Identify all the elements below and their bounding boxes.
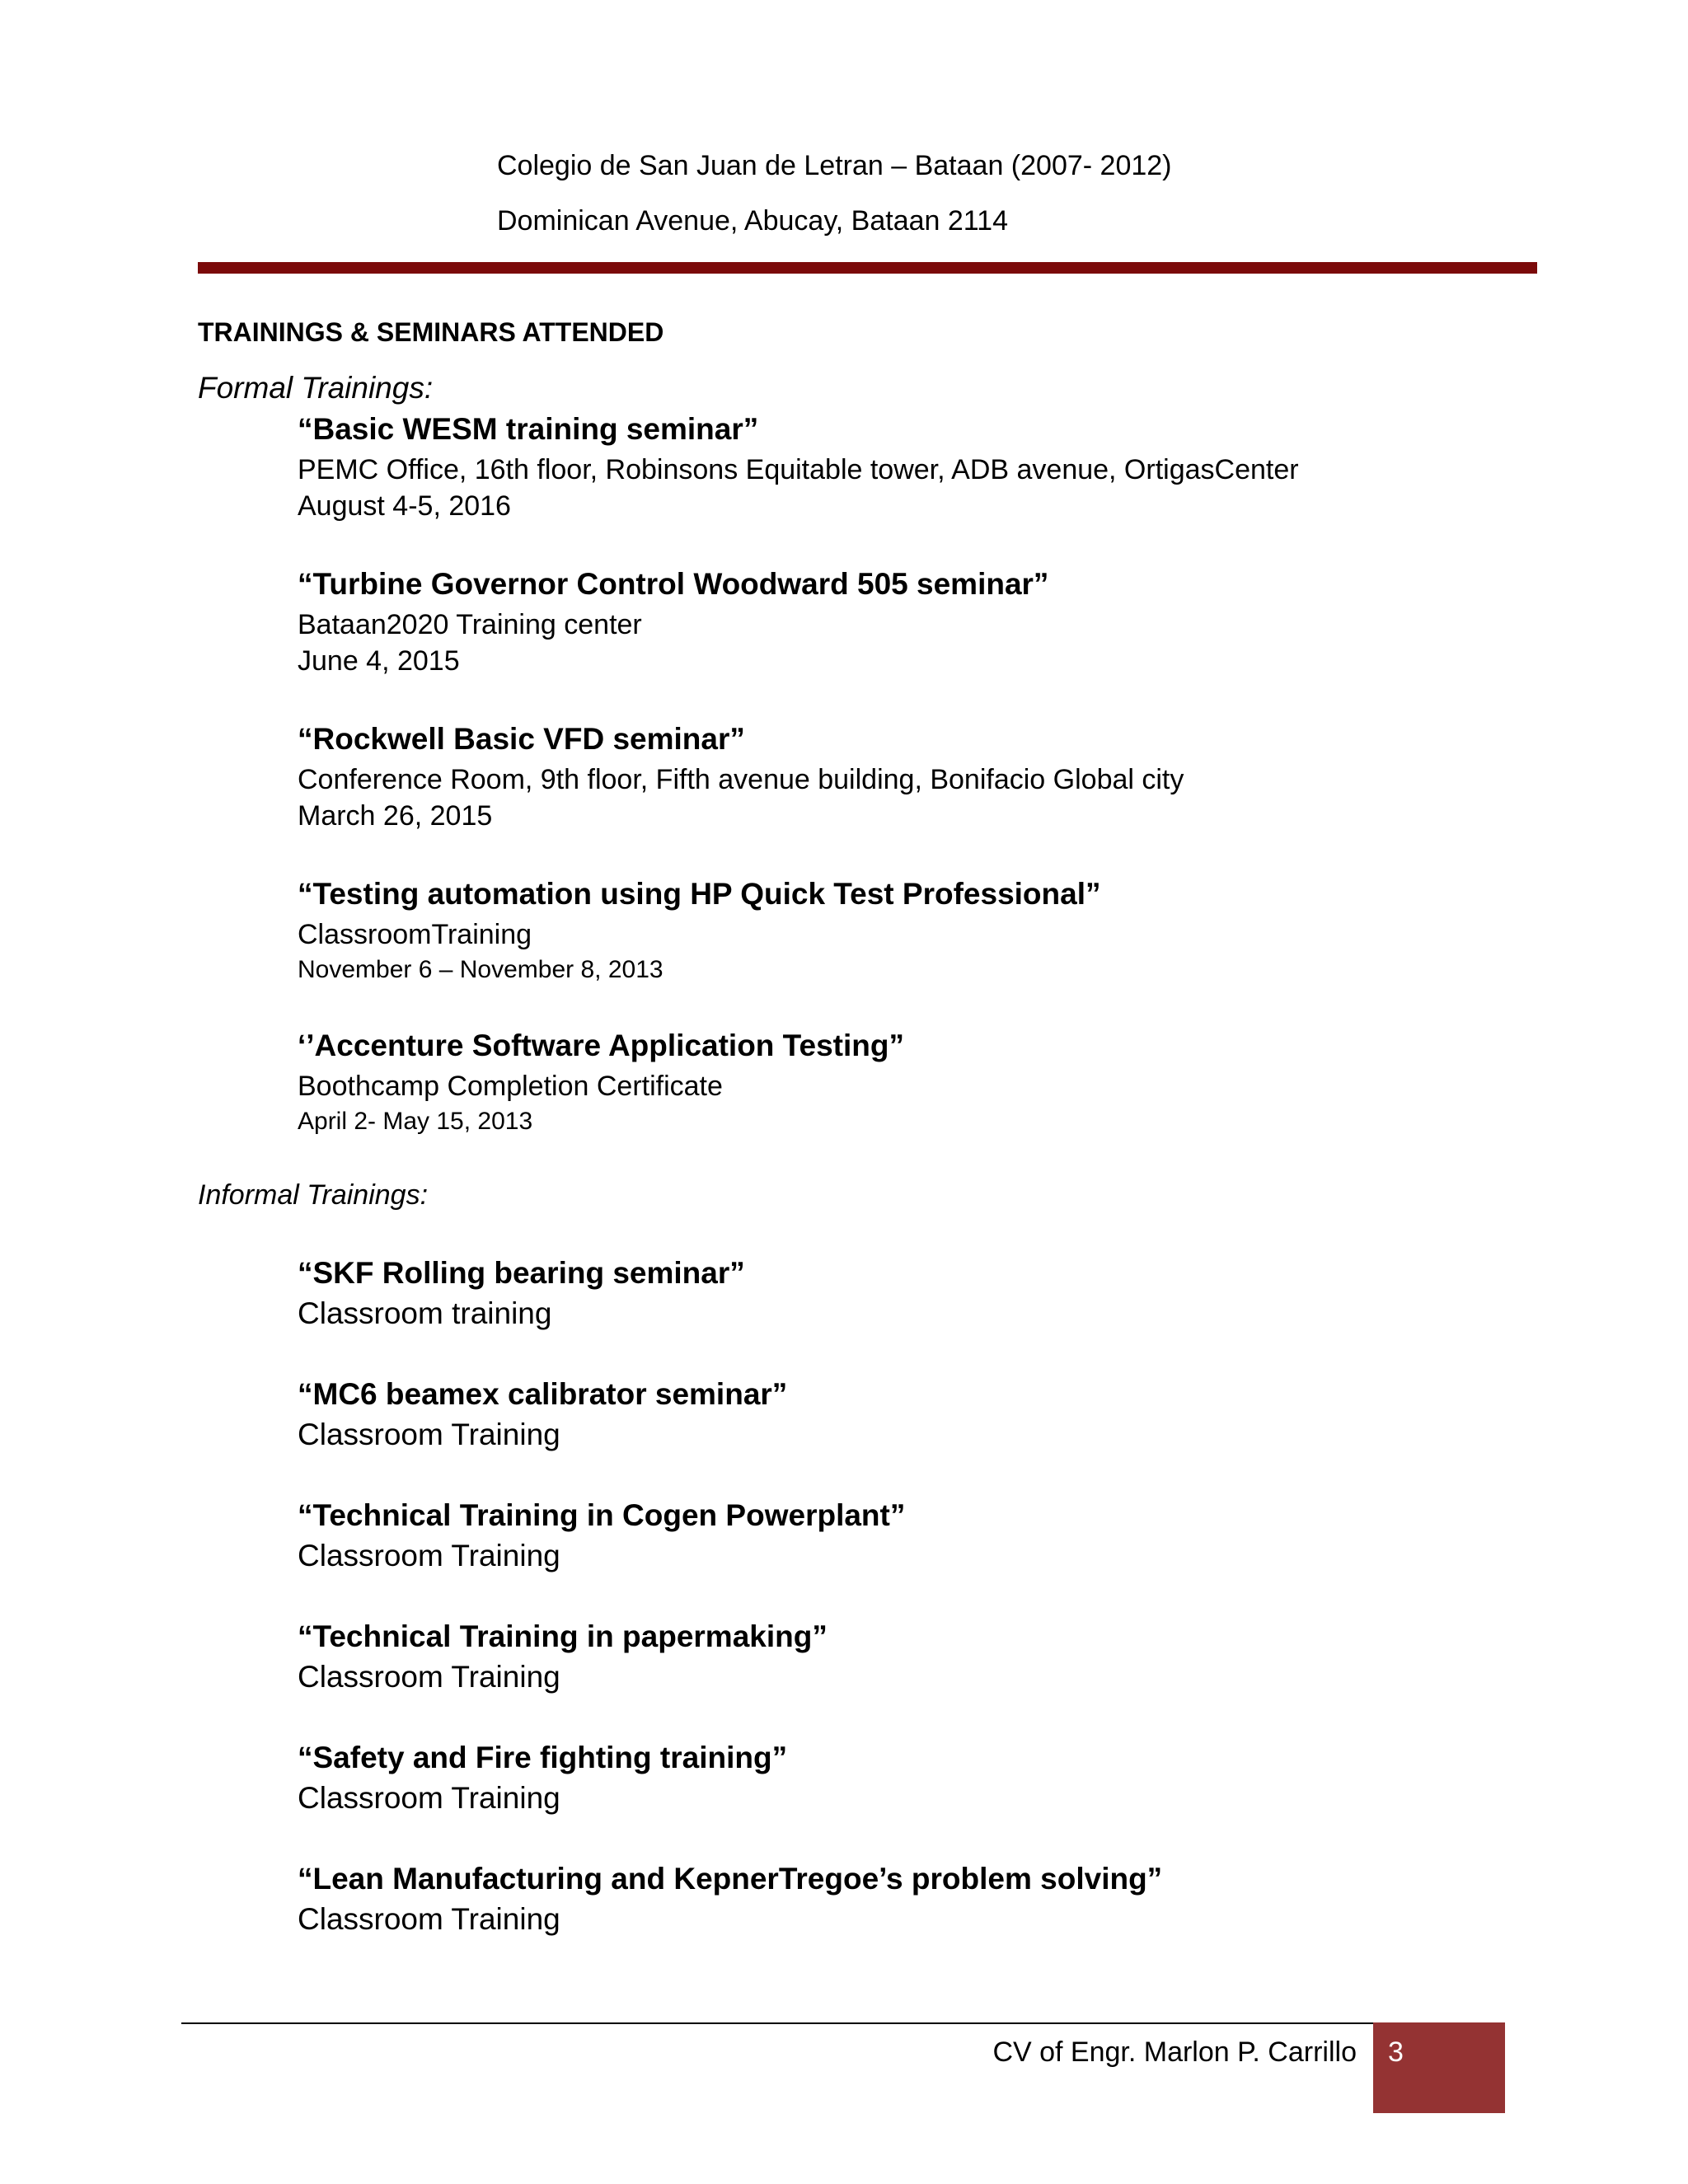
training-date: March 26, 2015: [298, 800, 493, 832]
training-location: PEMC Office, 16th floor, Robinsons Equitable tower, ADB avenue, OrtigasCenter: [298, 454, 1299, 485]
training-title: “MC6 beamex calibrator seminar”: [298, 1377, 788, 1411]
training-subtitle: Classroom Training: [298, 1902, 560, 1936]
informal-trainings-label: Informal Trainings:: [198, 1179, 429, 1211]
page-number-box: [1373, 2022, 1505, 2113]
education-address-line: Dominican Avenue, Abucay, Bataan 2114: [497, 205, 1009, 237]
page-number: 3: [1388, 2036, 1404, 2068]
training-title: “Safety and Fire fighting training”: [298, 1741, 788, 1774]
training-date: November 6 – November 8, 2013: [298, 956, 663, 983]
training-location: Bataan2020 Training center: [298, 609, 642, 640]
training-date: June 4, 2015: [298, 645, 460, 677]
footer-rule: [181, 2022, 1375, 2024]
education-school-line: Colegio de San Juan de Letran – Bataan (2007- 2012): [497, 150, 1172, 181]
formal-trainings-label: Formal Trainings:: [198, 371, 434, 405]
training-title: “Basic WESM training seminar”: [298, 412, 759, 446]
training-title: “Lean Manufacturing and KepnerTregoe’s problem solving”: [298, 1862, 1163, 1896]
training-title: “Technical Training in Cogen Powerplant”: [298, 1498, 906, 1532]
training-date: April 2- May 15, 2013: [298, 1108, 533, 1135]
training-subtitle: Classroom Training: [298, 1418, 560, 1451]
section-title: TRAININGS & SEMINARS ATTENDED: [198, 317, 664, 347]
training-subtitle: Classroom training: [298, 1296, 552, 1330]
footer-cv-label: CV of Engr. Marlon P. Carrillo: [992, 2036, 1357, 2068]
training-location: ClassroomTraining: [298, 919, 532, 950]
training-title: “Technical Training in papermaking”: [298, 1619, 828, 1653]
section-divider: [198, 262, 1537, 274]
training-date: August 4-5, 2016: [298, 490, 511, 522]
training-title: “SKF Rolling bearing seminar”: [298, 1256, 745, 1290]
training-subtitle: Classroom Training: [298, 1781, 560, 1815]
training-title: “Testing automation using HP Quick Test Professional”: [298, 877, 1101, 911]
training-subtitle: Classroom Training: [298, 1660, 560, 1694]
training-subtitle: Classroom Training: [298, 1539, 560, 1572]
training-title: “Turbine Governor Control Woodward 505 seminar”: [298, 567, 1049, 601]
training-title: “Rockwell Basic VFD seminar”: [298, 722, 745, 756]
training-location: Conference Room, 9th floor, Fifth avenue building, Bonifacio Global city: [298, 764, 1184, 795]
training-title: ‘’Accenture Software Application Testing”: [298, 1029, 904, 1062]
training-location: Boothcamp Completion Certificate: [298, 1071, 723, 1102]
